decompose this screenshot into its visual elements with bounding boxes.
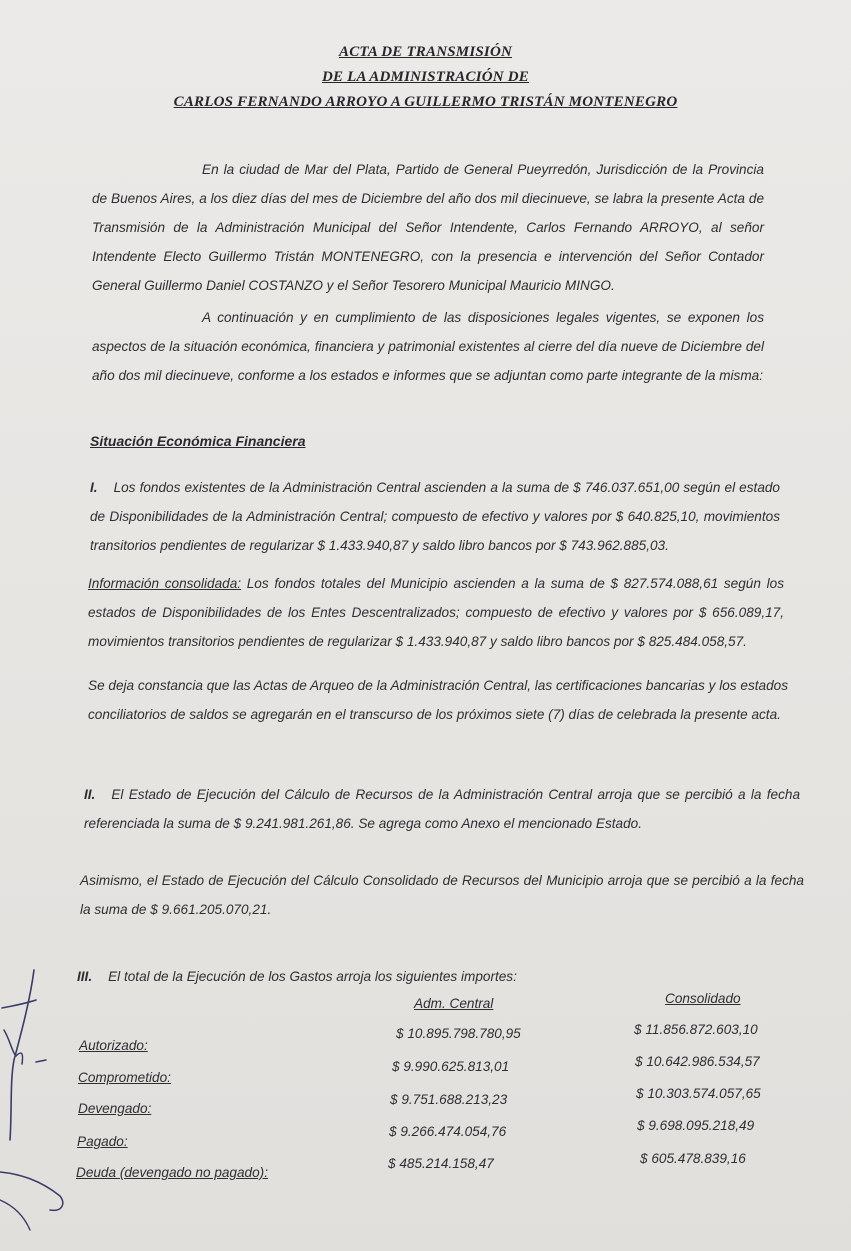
consolidated-label: Información consolidada: xyxy=(88,576,242,591)
section-heading: Situación Económica Financiera xyxy=(90,433,306,449)
table-cell-consolidated: $ 605.478.839,16 xyxy=(640,1151,746,1166)
intro-paragraph-2: A continuación y en cumplimiento de las disposiciones legales vigentes, se exponen los aspectos de la situación económica, financiera y patrimonial existentes al cierre del día nueve de Diciembre del año dos mil diecinueve, conforme a los estados e informes que se adjuntan como parte integrante de la misma: xyxy=(92,310,764,383)
item-3-paragraph xyxy=(77,962,777,991)
table-cell-consolidated: $ 9.698.095.218,49 xyxy=(637,1118,755,1133)
item-2-text: El Estado de Ejecución del Cálculo de Recursos de la Administración Central arroja que se percibió a la fecha referenciada la suma de $ 9.241.981.261,86. Se agrega como Anexo el mencionado Estado. xyxy=(84,787,800,831)
column-header-central: Adm. Central xyxy=(414,996,494,1011)
item-2-paragraph xyxy=(84,780,800,838)
asimismo-paragraph: Asimismo, el Estado de Ejecución del Cálculo Consolidado de Recursos del Municipio arroja que se percibió a la fecha la suma de $ 9.661.205.070,21. xyxy=(80,873,804,917)
consolidated-text: Los fondos totales del Municipio ascienden a la suma de $ 827.574.088,61 según los estados de Disponibilidades de los Entes Descentralizados; compuesto de efectivo y valores por $ 656.089,17, movimientos transitorios pendientes de regularizar $ 1.433.940,87 y saldo libro bancos por $ 825.484.058,57. xyxy=(88,576,784,649)
table-cell-consolidated: $ 10.642.986.534,57 xyxy=(635,1054,760,1069)
table-row-label: Pagado: xyxy=(77,1134,128,1149)
consolidated-paragraph xyxy=(88,569,784,656)
table-cell-central: $ 10.895.798.780,95 xyxy=(396,1026,521,1041)
table-cell-consolidated: $ 10.303.574.057,65 xyxy=(636,1086,761,1101)
table-row-label: Autorizado: xyxy=(79,1038,148,1053)
table-cell-consolidated: $ 11.856.872.603,10 xyxy=(634,1022,758,1037)
handwritten-signature xyxy=(0,960,70,1251)
item-3-numeral: III. xyxy=(77,969,93,984)
header-title-line-2: DE LA ADMINISTRACIÓN DE xyxy=(321,69,529,85)
item-1-paragraph xyxy=(90,473,780,560)
constancia-paragraph: Se deja constancia que las Actas de Arqueo de la Administración Central, las certificaciones bancarias y los estados conciliatorios de saldos se agregarán en el transcurso de los próximos siete (7) días de celebrada la presente acta. xyxy=(88,678,788,722)
table-row-label: Deuda (devengado no pagado): xyxy=(76,1165,268,1180)
header-title-line-1: ACTA DE TRANSMISIÓN xyxy=(338,44,513,60)
item-2-numeral: II. xyxy=(84,787,96,802)
column-header-consolidated: Consolidado xyxy=(665,991,741,1006)
table-cell-central: $ 9.990.625.813,01 xyxy=(392,1059,510,1074)
item-1-text: Los fondos existentes de la Administración Central ascienden a la suma de $ 746.037.651,00 según el estado de Disponibilidades de la Administración Central; compuesto de efectivo y valores por $ 640.825,10, movimientos transitorios pendientes de regularizar $ 1.433.940,87 y saldo libro bancos por $ 743.962.885,03. xyxy=(90,480,780,553)
table-cell-central: $ 9.751.688.213,23 xyxy=(390,1092,508,1107)
table-cell-central: $ 485.214.158,47 xyxy=(388,1156,494,1171)
table-row-label: Devengado: xyxy=(78,1101,152,1116)
table-cell-central: $ 9.266.474.054,76 xyxy=(389,1124,507,1139)
header-title-line-3: CARLOS FERNANDO ARROYO A GUILLERMO TRISTÁN MONTENEGRO xyxy=(173,94,678,110)
intro-paragraph-1: En la ciudad de Mar del Plata, Partido de General Pueyrredón, Jurisdicción de la Provincia de Buenos Aires, a los diez días del mes de Diciembre del año dos mil diecinueve, se labra la presente Acta de Transmisión de la Administración Municipal del Señor Intendente, Carlos Fernando ARROYO, al señor Intendente Electo Guillermo Tristán MONTENEGRO, con la presencia e intervención del Señor Contador General Guillermo Daniel COSTANZO y el Señor Tesorero Municipal Mauricio MINGO. xyxy=(92,162,764,293)
item-3-text: El total de la Ejecución de los Gastos arroja los siguientes importes: xyxy=(108,969,517,984)
table-row-label: Comprometido: xyxy=(78,1070,171,1085)
item-1-numeral: I. xyxy=(90,480,98,495)
